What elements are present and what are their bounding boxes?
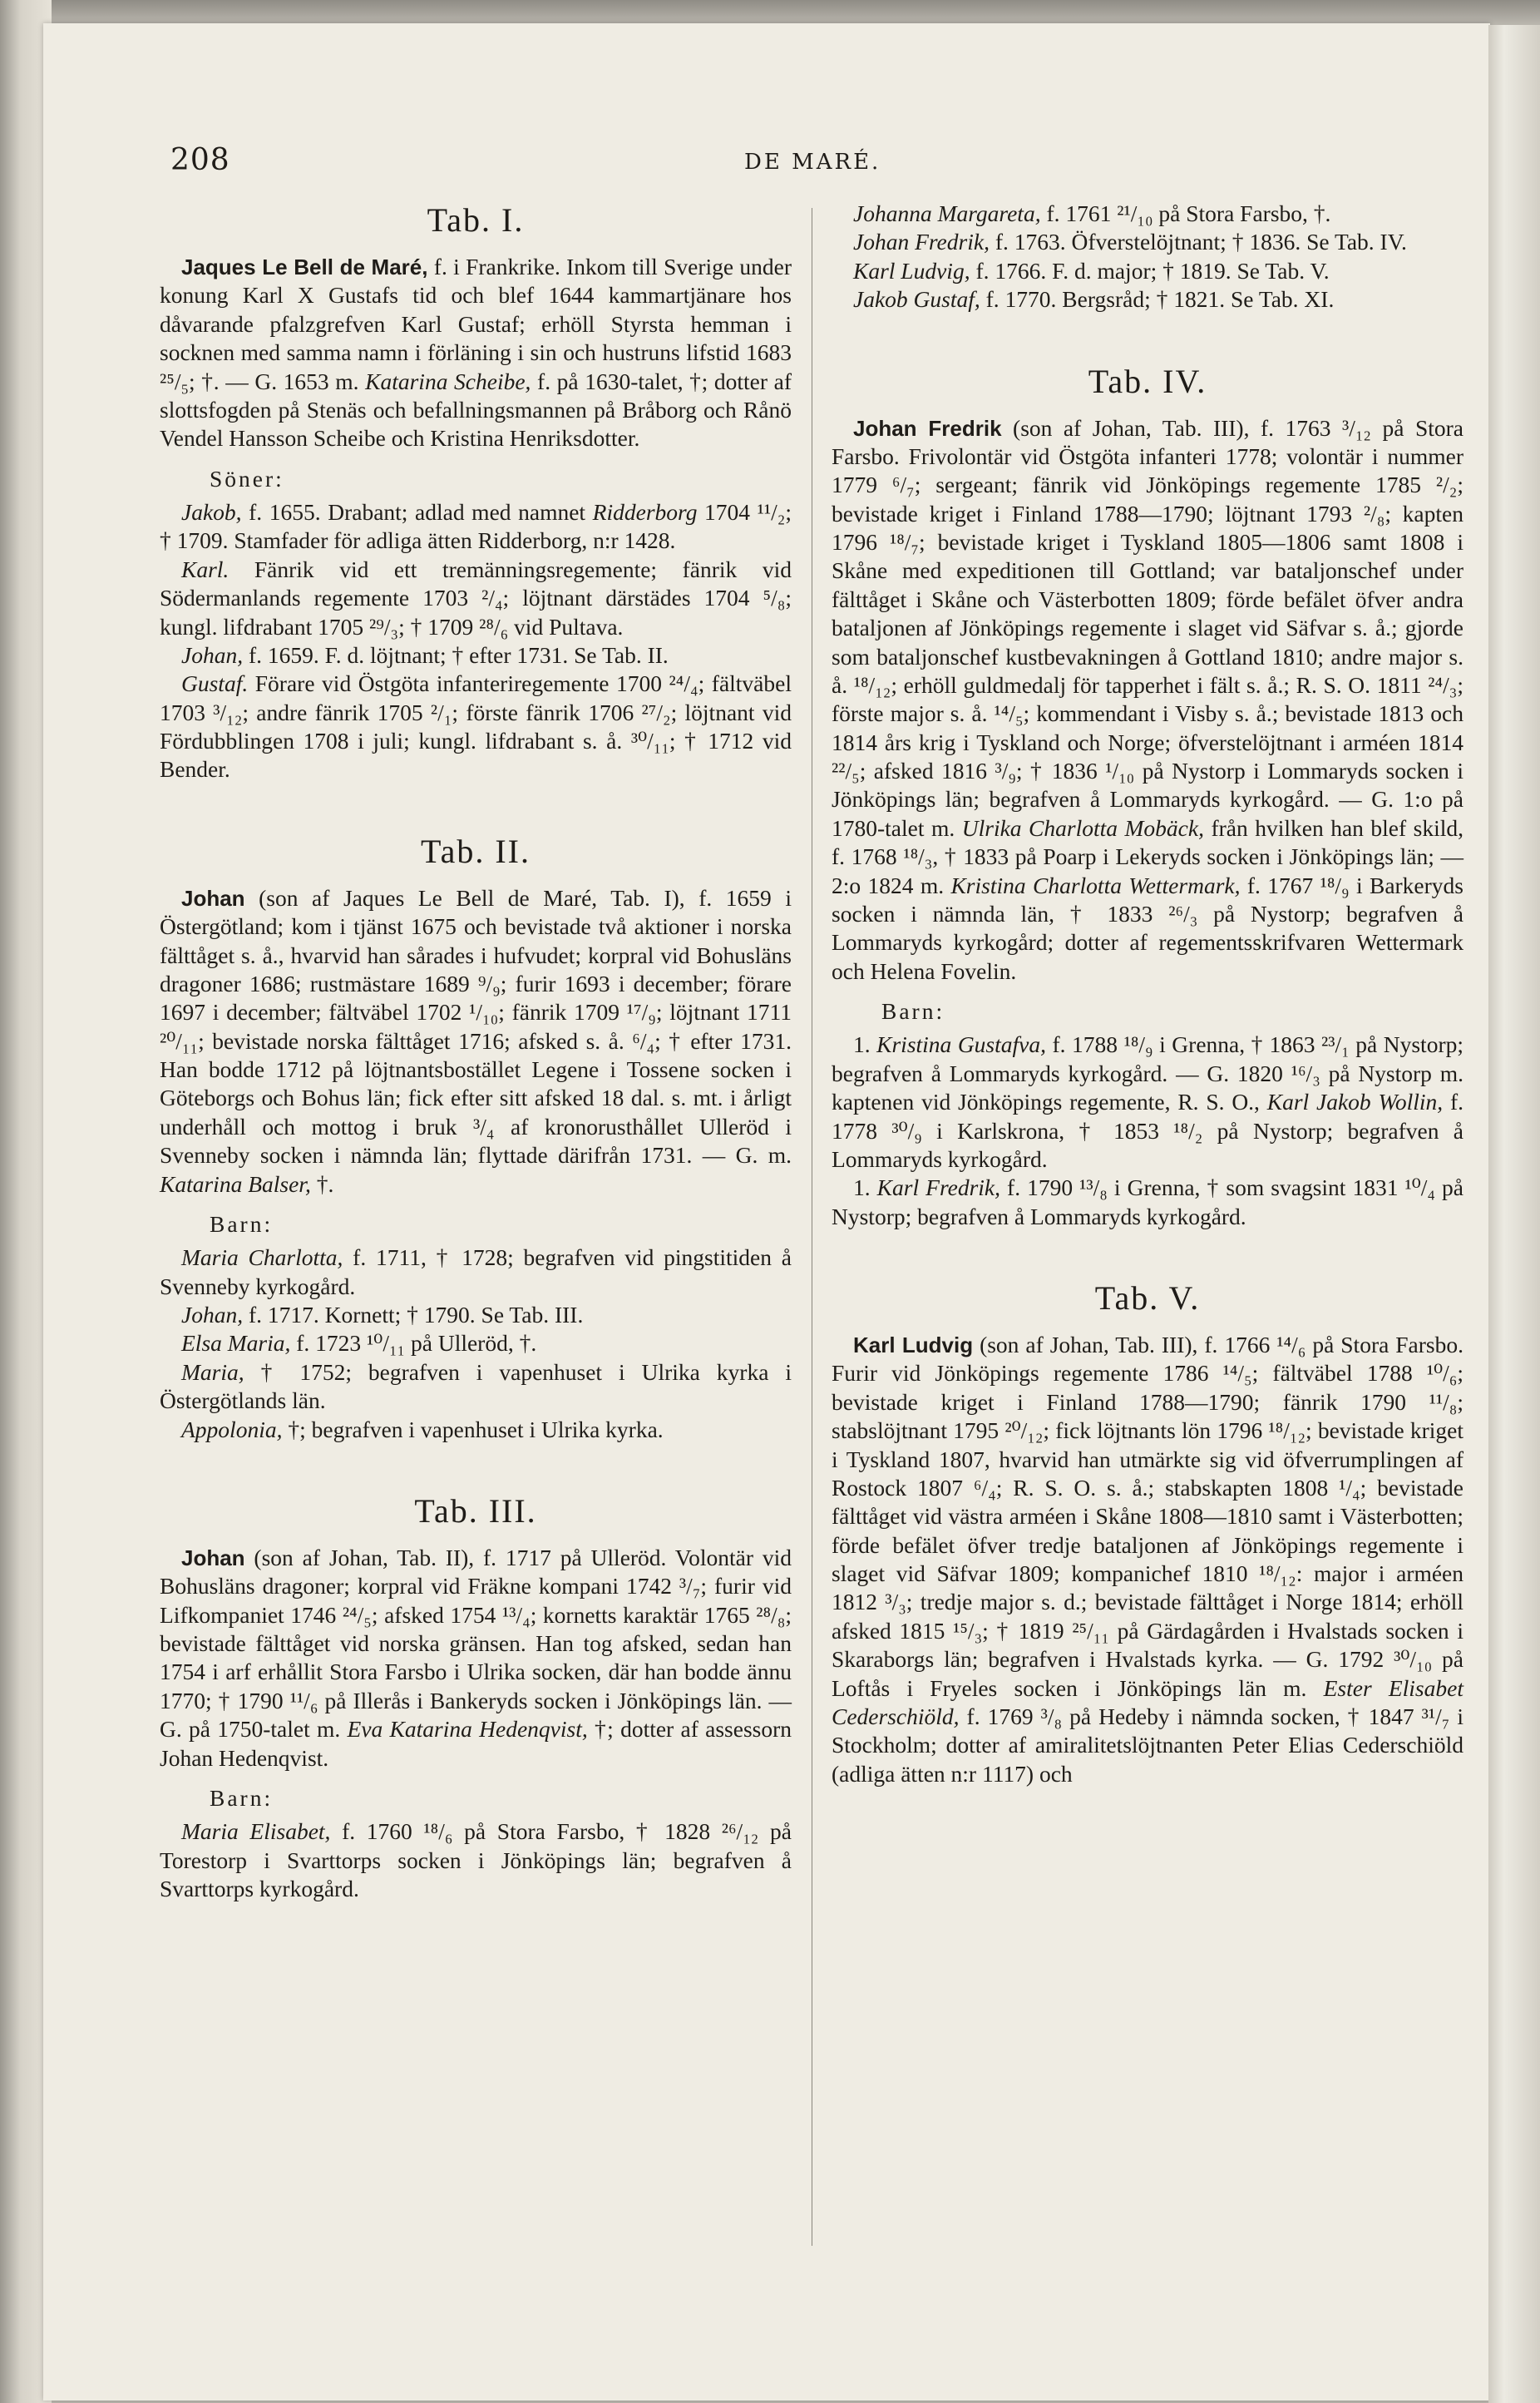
child-entry: [832, 257, 1463, 285]
paragraph-text: f. 1767 ¹⁸/₉ i Barkeryds socken i nämnda län, † 1833 ²⁶/₃ på Nystorp; begrafven å Lommaryds kyrkogård; dotter af regementsskrifvaren Wettermark och Helena Fovelin.: [832, 872, 1463, 984]
paragraph-text: f. 1711, † 1728; begrafven vid pingstitiden å Svenneby kyrkogård.: [160, 1244, 792, 1299]
child-entry: [832, 228, 1463, 256]
left-column: [160, 200, 792, 1903]
child-name: Jakob,: [181, 499, 242, 525]
paragraph-text: (son af Johan, Tab. II), f. 1717 på Ulleröd. Volontär vid Bohusläns dragoner; korpral vid Fräkne kompani 1742 ³/₇; furir vid Lifkompaniet 1746 ²⁴/₅; afsked 1754 ¹³/₄; kornetts karaktär 1765 ²⁸/₈; bevistade fälttåget vid norska gränsen. Han tog afsked, sedan han 1754 i arf erhållit Stora Farsbo i Ulrika socken, där han bodde ännu 1770; † 1790 ¹¹/₆ på Illerås i Bankeryds socken i Jönköpings län. — G. på 1750-talet m.: [160, 1544, 792, 1743]
child-name: Maria Elisabet,: [181, 1818, 331, 1845]
children-label: Söner:: [210, 465, 284, 492]
paragraph-text: †.: [310, 1170, 334, 1197]
person-name: Johan: [181, 1545, 245, 1570]
tab-2-intro: [160, 884, 792, 1199]
child-name: Elsa Maria,: [181, 1330, 291, 1357]
child-entry: [160, 1301, 792, 1329]
child-entry: [160, 1817, 792, 1903]
paragraph-text: f. i Frankrike. Inkom till Sverige under konung Karl X Gustafs tid och blef 1644 kammartjänare hos dåvarande pfalzgrefven Karl Gustaf; erhöll Styrsta hemman i socknen med samma namn i förläning i sin och hustruns lifstid 1683 ²⁵/₅; †. — G. 1653 m.: [160, 254, 792, 394]
paragraph-text: †; dotter af assessorn Johan Hedenqvist.: [160, 1716, 792, 1771]
noble-name: Ridderborg: [592, 499, 698, 525]
paragraph-text: Fänrik vid ett tremänningsregemente; fänrik vid Södermanlands regemente 1703 ²/₄; löjtnant därstädes 1704 ⁵/₈; kungl. lifdrabant 1705 ²⁹/₃; † 1709 ²⁸/₆ vid Pultava.: [160, 556, 792, 640]
running-title: DE MARÉ.: [744, 150, 881, 175]
paragraph-text: f. 1723 ¹⁰/₁₁ på Ulleröd, †.: [290, 1330, 537, 1357]
child-entry: [160, 1358, 792, 1416]
paragraph-text: f. 1778 ³⁰/₉ i Karlskrona, † 1853 ¹⁸/₂ på Nystorp; begrafven å Lommaryds kyrkogård.: [832, 1089, 1463, 1172]
paragraph-text: f. 1766. F. d. major; † 1819. Se Tab. V.: [970, 257, 1330, 284]
section-spacer: [832, 1231, 1463, 1278]
tab-5-heading: Tab. V.: [1094, 1279, 1201, 1317]
paragraph-text: f. 1717. Kornett; † 1790. Se Tab. III.: [243, 1302, 584, 1328]
spouse-name: Kristina Charlotta Wettermark,: [950, 872, 1241, 898]
paragraph-text: f. på 1630-talet, †; dotter af slottsfogden på Stenäs och befallningsmannen på Bråborg och Rånö Vendel Hansson Scheibe och Kristina Henriksdotter.: [160, 368, 792, 452]
child-entry: [160, 1244, 792, 1301]
section-spacer: [160, 784, 792, 831]
child-name: Maria,: [181, 1358, 244, 1385]
tab-1-heading: Tab. I.: [427, 201, 525, 239]
child-name: Johan Fredrik,: [853, 229, 990, 255]
tab-2-heading: Tab. II.: [420, 832, 531, 870]
person-name: Johan: [181, 885, 245, 911]
children-label: Barn:: [210, 1784, 274, 1811]
paragraph-text: f. 1761 ²¹/₁₀ på Stora Farsbo, †.: [1040, 200, 1331, 226]
tab-5-intro: [832, 1331, 1463, 1788]
page-header: [170, 143, 1434, 185]
child-number: 1.: [853, 1031, 877, 1058]
paragraph-text: f. 1659. F. d. löjtnant; † efter 1731. Se Tab. II.: [243, 641, 669, 668]
child-entry: [832, 1174, 1463, 1231]
child-name: Jakob Gustaf,: [853, 286, 980, 313]
child-name: Kristina Gustafva,: [876, 1031, 1046, 1058]
right-column: [832, 200, 1463, 1788]
paragraph-text: f. 1770. Bergsråd; † 1821. Se Tab. XI.: [980, 286, 1335, 313]
child-name: Appolonia,: [181, 1416, 283, 1442]
paragraph-text: f. 1763. Öfverstelöjtnant; † 1836. Se Tab. IV.: [989, 229, 1407, 255]
child-entry: [160, 1416, 792, 1444]
section-spacer: [160, 1444, 792, 1491]
paragraph-text: f. 1655. Drabant; adlad med namnet: [241, 499, 593, 525]
paragraph-text: †; begrafven i vapenhuset i Ulrika kyrka.: [282, 1416, 664, 1442]
tab-3-heading: Tab. III.: [414, 1491, 537, 1530]
child-name: Karl Ludvig,: [853, 257, 970, 284]
person-name: Karl Ludvig: [853, 1333, 974, 1357]
paragraph-text: f. 1769 ³/₈ på Hedeby i nämnda socken, † 1847 ³¹/₇ i Stockholm; dotter af amiralitetslöjtnanten Peter Elias Cederschiöld (adliga ätten n:r 1117) och: [832, 1703, 1463, 1787]
paragraph-text: 1704 ¹¹/₂; † 1709. Stamfader för adliga ätten Ridderborg, n:r 1428.: [160, 499, 792, 554]
tab-4-intro: [832, 414, 1463, 986]
person-name: Jaques Le Bell de Maré,: [181, 255, 428, 279]
child-entry: [832, 285, 1463, 314]
paragraph-text: f. 1788 ¹⁸/₉ i Grenna, † 1863 ²³/₁ på Nystorp; begrafven å Lommaryds kyrkogård. — G. 1820 ¹⁶/₃ på Nystorp m. kaptenen vid Jönköpings regemente, R. S. O.,: [832, 1031, 1463, 1115]
page-number: 208: [170, 143, 230, 177]
spouse-name: Eva Katarina Hedenqvist,: [347, 1716, 588, 1743]
page-edge: [1488, 25, 1540, 2403]
tab-4-heading: Tab. IV.: [1088, 362, 1207, 400]
child-entry: [832, 200, 1463, 228]
paragraph-text: (son af Johan, Tab. III), f. 1766 ¹⁴/₆ på Stora Farsbo. Furir vid Jönköpings regemente 1786 ¹⁴/₅; fältväbel 1788 ¹⁰/₆; bevistade kriget i Finland 1788—1790; fänrik 1790 ¹¹/₈; stabslöjtnant 1795 ²⁰/₁₂; fick löjtnants lön 1796 ¹⁸/₁₂; bevistade kriget i Tyskland 1807, hvarvid han utmärkte sig vid öfverrumplingen af Rostock 1807 ⁶/₄; R. S. O. s. å.; stabskapten 1808 ¹/₄; bevistade fälttåget vid västra arméen i Skåne 1808—1810 samt i Västerbotten; förde befälet öfver tredje bataljonen af Jönköpings regemente i slaget vid Säfvar 1809; kompanichef 1810 ¹⁸/₁₂: major i arméen 1812 ³/₃; tredje major s. d.; bevistade fälttåget i Norge 1814; erhöll afsked 1815 ¹⁵/₃; † 1819 ²⁵/₁₁ på Gärdagården i Hvalstads socken i Skaraborgs län; begrafven i Hvalstads kyrka. — G. 1792 ³⁰/₁₀ på Loftås i Fryeles socken i Jönköpings län m.: [832, 1332, 1463, 1701]
child-name: Johanna Margareta,: [853, 200, 1041, 226]
tab-3-intro: [160, 1544, 792, 1773]
spouse-name: Katarina Balser,: [160, 1170, 311, 1197]
tab-1-intro: [160, 253, 792, 453]
paragraph-text: (son af Johan, Tab. III), f. 1763 ³/₁₂ på Stora Farsbo. Frivolontär vid Östgöta infanteri 1778; volontär i nummer 1779 ⁶/₇; sergeant; fänrik vid Jönköpings regemente 1785 ²/₂; bevistade kriget i Finland 1788—1790; löjtnant 1793 ²/₈; kapten 1796 ¹⁸/₇; bevistade kriget i Tyskland 1805—1806 samt 1808 i Skåne med expeditionen till Gottland; var bataljonschef under fälttåget i Skåne och Västerbotten 1809; förde befälet öfver andra bataljonen af Jönköpings regemente i slaget vid Säfvar s. å.; gjorde som bataljonschef kustbevakningen å Gottland 1810; andre major s. å. ¹⁸/₁₂; erhöll guldmedalj för tapperhet i fält s. å.; R. S. O. 1811 ²⁴/₃; förste major s. å. ¹⁴/₅; kommendant i Visby s. å.; bevistade 1813 och 1814 års krig i Tyskland och Norge; öfverstelöjtnant i arméen 1814 ²²/₅; afsked 1816 ³/₉; † 1836 ¹/₁₀ på Nystorp i Lommaryds socken i Jönköpings län; begrafven å Lommaryds kyrkogård. — G. 1:o på 1780-talet m.: [832, 414, 1463, 841]
child-name: Karl.: [181, 556, 230, 582]
child-number: 1.: [853, 1174, 877, 1201]
person-name: Johan Fredrik: [853, 415, 1002, 441]
child-entry: [160, 641, 792, 670]
child-entry: [160, 498, 792, 556]
paragraph-text: (son af Jaques Le Bell de Maré, Tab. I), f. 1659 i Östergötland; kom i tjänst 1675 och bevistade två aktioner i norska fälttåget s. å., hvarvid han sårades i hufvudet; korpral vid Bohusläns dragoner 1686; rustmästare 1689 ⁹/₉; furir 1693 i december; förare 1697 i december; fältväbel 1702 ¹/₁₀; fänrik 1709 ¹⁷/₉; löjtnant 1711 ²⁰/₁₁; bevistade norska fälttåget 1716; afsked s. å. ⁶/₄; † efter 1731. Han bodde 1712 på löjtnantsbostället Legene i Tossene socken i Göteborgs och Bohus län; fick efter sitt afsked 18 dal. s. mt. i årligt underhåll och mottog i bruk ³/₄ af kronorusthållet Ulleröd i Svenneby socken i nämnda län; flyttade därifrån 1731. — G. m.: [160, 884, 792, 1169]
paragraph-text: från hvilken han blef skild, f. 1768 ¹⁸/₃, † 1833 på Poarp i Lekeryds socken i Jönköpings län; — 2:o 1824 m.: [832, 814, 1463, 898]
section-spacer: [832, 314, 1463, 361]
spouse-name: Katarina Scheibe,: [365, 368, 531, 394]
paragraph-text: Förare vid Östgöta infanteriregemente 1700 ²⁴/₄; fältväbel 1703 ³/₁₂; andre fänrik 1705 ²/₁; förste fänrik 1706 ²⁷/₂; löjtnant vid Fördubblingen 1708 i juli; kungl. lifdrabant s. å. ³⁰/₁₁; † 1712 vid Bender.: [160, 670, 792, 783]
child-name: Gustaf.: [181, 670, 249, 697]
child-entry: [832, 1031, 1463, 1174]
children-label: Barn:: [210, 1210, 274, 1237]
spouse-name: Karl Jakob Wollin,: [1266, 1089, 1444, 1115]
child-name: Johan,: [181, 1302, 244, 1328]
child-entry: [160, 1329, 792, 1357]
paragraph-text: f. 1760 ¹⁸/₆ på Stora Farsbo, † 1828 ²⁶/₁₂ på Torestorp i Svarttorps socken i Jönköpings län; begrafven å Svarttorps kyrkogård.: [160, 1818, 792, 1901]
spouse-name: Ulrika Charlotta Mobäck,: [961, 814, 1204, 841]
child-entry: [160, 556, 792, 641]
paragraph-text: f. 1790 ¹³/₈ i Grenna, † som svagsint 1831 ¹⁰/₄ på Nystorp; begrafven å Lommaryds kyrkogård.: [832, 1174, 1464, 1229]
children-label: Barn:: [881, 998, 945, 1024]
spouse-name: Ester Elisabet Cederschiöld,: [832, 1674, 1463, 1729]
child-entry: [160, 670, 792, 784]
child-name: Maria Charlotta,: [181, 1244, 343, 1271]
child-name: Karl Fredrik,: [876, 1174, 1001, 1201]
child-name: Johan,: [181, 641, 244, 668]
paragraph-text: † 1752; begrafven i vapenhuset i Ulrika kyrka i Östergötlands län.: [160, 1358, 792, 1414]
